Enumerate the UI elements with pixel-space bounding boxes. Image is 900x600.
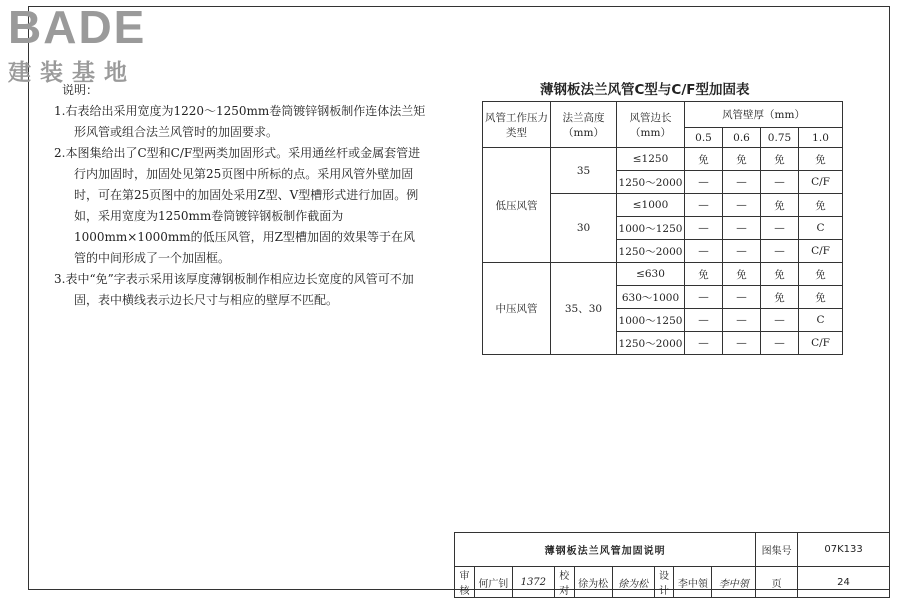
notes-section <box>54 80 426 311</box>
value-cell: — <box>685 286 723 309</box>
value-cell: — <box>723 171 761 194</box>
side-length-cell: 1250～2000 <box>617 171 685 194</box>
value-cell: — <box>723 217 761 240</box>
value-cell: — <box>761 309 799 332</box>
logo <box>8 1 147 87</box>
side-length-cell: 1250～2000 <box>617 240 685 263</box>
title-block <box>454 532 890 598</box>
value-cell: 免 <box>685 148 723 171</box>
value-cell: — <box>723 286 761 309</box>
header-wall-thickness: 风管壁厚（mm） <box>685 102 843 128</box>
pressure-type-cell: 中压风管 <box>483 263 551 355</box>
value-cell: 免 <box>685 263 723 286</box>
value-cell: 免 <box>799 194 843 217</box>
checker-signature: 徐为松 <box>612 567 654 598</box>
flange-height-cell: 30 <box>551 194 617 263</box>
pressure-type-cell: 低压风管 <box>483 148 551 263</box>
value-cell: — <box>685 240 723 263</box>
thickness-header: 0.5 <box>685 128 723 148</box>
logo-cn: 建装基地 <box>8 60 136 86</box>
value-cell: C <box>799 309 843 332</box>
value-cell: — <box>761 217 799 240</box>
side-length-cell: 1250～2000 <box>617 332 685 355</box>
thickness-header: 0.6 <box>723 128 761 148</box>
design-label: 设计 <box>654 567 674 598</box>
flange-height-cell: 35 <box>551 148 617 194</box>
value-cell: — <box>723 332 761 355</box>
reviewer-name: 何广钊 <box>474 567 512 598</box>
review-label: 审核 <box>455 567 475 598</box>
side-length-cell: ≤1000 <box>617 194 685 217</box>
value-cell: — <box>761 171 799 194</box>
atlas-no: 07K133 <box>798 533 890 567</box>
side-length-cell: 1000～1250 <box>617 217 685 240</box>
flange-height-cell: 35、30 <box>551 263 617 355</box>
value-cell: — <box>723 194 761 217</box>
note-item-3: 3.表中“免”字表示采用该厚度薄钢板制作相应边长宽度的风管可不加固，表中横线表示边长尺寸与相应的壁厚不匹配。 <box>54 272 414 307</box>
value-cell: 免 <box>799 148 843 171</box>
note-item-2: 2.本图集给出了C型和C/F型两类加固形式。采用通丝杆或金属套管进行内加固时，加固处见第25页图中所标的点。采用风管外壁加固时，可在第25页图中的加固处采用Z型、V型槽形式进行加固。例如，采用宽度为1250mm卷筒镀锌钢板制作截面为1000mm×1000mm的低压风管，用Z型槽加固的效果等于在风管的中间形成了一个加固框。 <box>54 146 421 265</box>
value-cell: — <box>723 309 761 332</box>
value-cell: C/F <box>799 332 843 355</box>
page-label: 页 <box>756 567 798 598</box>
notes-title: 说明： <box>62 83 99 97</box>
header-flange-height: 法兰高度 （mm） <box>551 102 617 148</box>
header-side-length: 风管边长 （mm） <box>617 102 685 148</box>
value-cell: C/F <box>799 240 843 263</box>
value-cell: 免 <box>723 263 761 286</box>
table-row <box>483 263 843 286</box>
checker-name: 徐为松 <box>574 567 612 598</box>
value-cell: 免 <box>799 263 843 286</box>
value-cell: — <box>685 309 723 332</box>
value-cell: — <box>685 194 723 217</box>
value-cell: — <box>685 217 723 240</box>
value-cell: — <box>761 332 799 355</box>
document-title: 薄钢板法兰风管加固说明 <box>455 533 756 567</box>
value-cell: 免 <box>799 286 843 309</box>
designer-signature: 李中領 <box>712 567 756 598</box>
header-pressure-type: 风管工作压力类型 <box>483 102 551 148</box>
logo-word: BADE <box>8 1 147 53</box>
value-cell: C/F <box>799 171 843 194</box>
note-item-1: 1.右表给出采用宽度为1220～1250mm卷筒镀锌钢板制作连体法兰矩形风管或组合法兰风管时的加固要求。 <box>54 104 426 139</box>
value-cell: 免 <box>761 286 799 309</box>
atlas-no-label: 图集号 <box>756 533 798 567</box>
thickness-header: 1.0 <box>799 128 843 148</box>
value-cell: — <box>685 332 723 355</box>
side-length-cell: ≤1250 <box>617 148 685 171</box>
value-cell: C <box>799 217 843 240</box>
value-cell: 免 <box>761 263 799 286</box>
value-cell: 免 <box>761 194 799 217</box>
side-length-cell: 1000～1250 <box>617 309 685 332</box>
reinforcement-table <box>482 101 843 355</box>
reviewer-signature: 1372 <box>512 567 554 598</box>
value-cell: — <box>723 240 761 263</box>
table-row <box>483 148 843 171</box>
value-cell: — <box>761 240 799 263</box>
designer-name: 李中領 <box>674 567 712 598</box>
value-cell: — <box>685 171 723 194</box>
side-length-cell: ≤630 <box>617 263 685 286</box>
page-number: 24 <box>798 567 890 598</box>
check-label: 校对 <box>554 567 574 598</box>
thickness-header: 0.75 <box>761 128 799 148</box>
table-title: 薄钢板法兰风管C型与C/F型加固表 <box>540 82 750 98</box>
side-length-cell: 630～1000 <box>617 286 685 309</box>
value-cell: 免 <box>761 148 799 171</box>
value-cell: 免 <box>723 148 761 171</box>
